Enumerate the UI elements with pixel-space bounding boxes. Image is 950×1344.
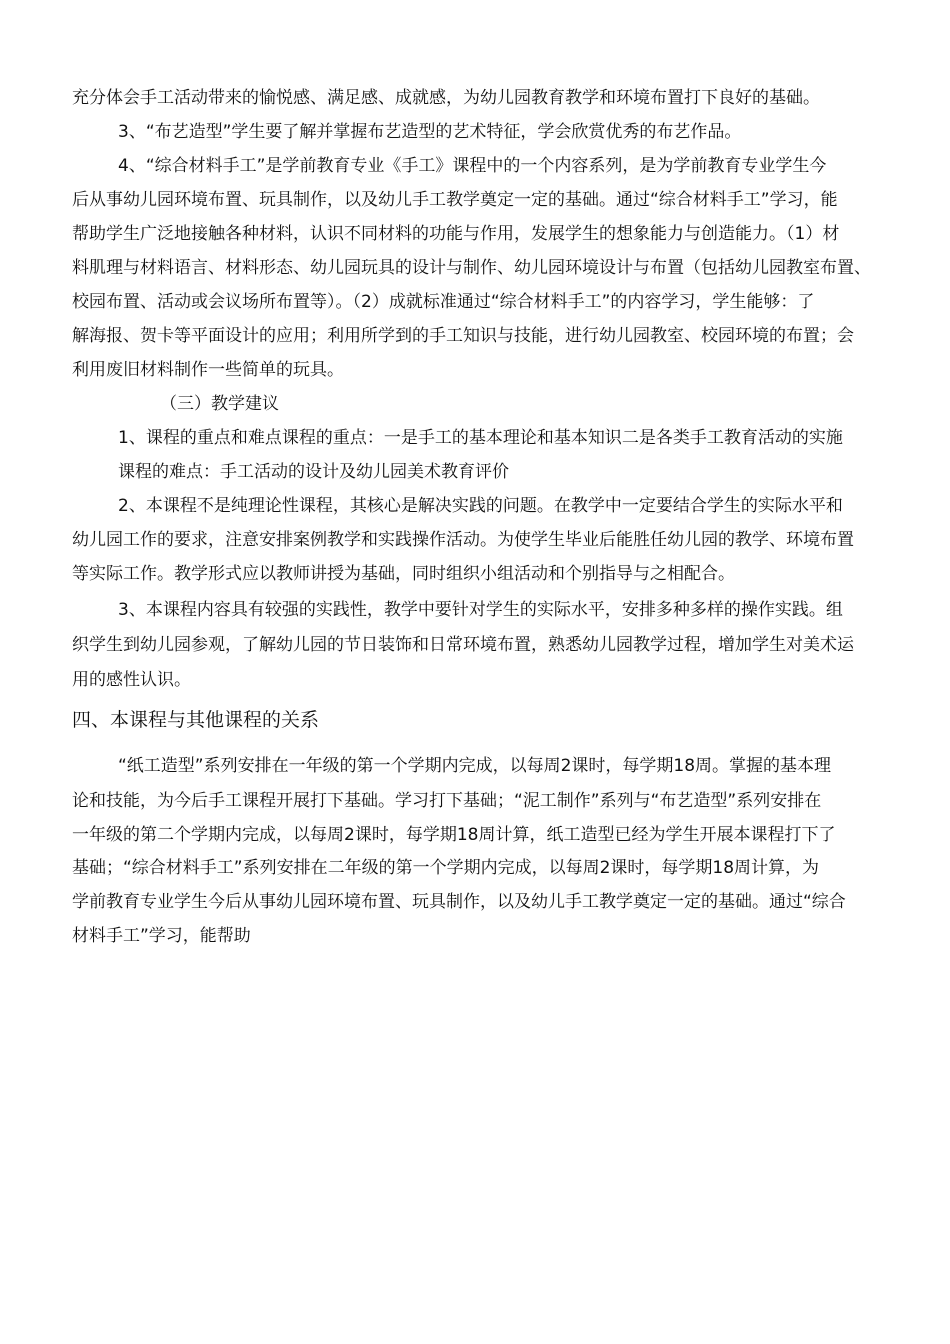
text-line: 幼儿园工作的要求，注意安排案例教学和实践操作活动。为使学生毕业后能胜任幼儿园的教学、环境布置 [72, 530, 854, 550]
text-line: 织学生到幼儿园参观，了解幼儿园的节日装饰和日常环境布置，熟悉幼儿园教学过程，增加学生对美术运 [72, 635, 854, 655]
text-line: 学前教育专业学生今后从事幼儿园环境布置、玩具制作，以及幼儿手工教学奠定一定的基础。通过“综合 [72, 892, 846, 912]
text-line: 利用废旧材料制作一些简单的玩具。 [72, 360, 344, 380]
text-line: 4、“综合材料手工”是学前教育专业《手工》课程中的一个内容系列，是为学前教育专业学生今 [118, 156, 827, 176]
subsection-title: （三）教学建议 [160, 394, 279, 414]
text-line: 充分体会手工活动带来的愉悦感、满足感、成就感，为幼儿园教育教学和环境布置打下良好的基础。 [72, 88, 820, 108]
section-heading: 四、本课程与其他课程的关系 [72, 709, 320, 731]
text-line: 课程的难点：手工活动的设计及幼儿园美术教育评价 [118, 462, 509, 482]
text-line: 解海报、贺卡等平面设计的应用；利用所学到的手工知识与技能，进行幼儿园教室、校园环境的布置；会 [72, 326, 854, 346]
text-line: 2、本课程不是纯理论性课程，其核心是解决实践的问题。在教学中一定要结合学生的实际水平和 [118, 496, 843, 516]
text-line: 后从事幼儿园环境布置、玩具制作，以及幼儿手工教学奠定一定的基础。通过“综合材料手工”学习，能 [72, 190, 838, 210]
text-line: 等实际工作。教学形式应以教师讲授为基础，同时组织小组活动和个别指导与之相配合。 [72, 564, 735, 584]
text-line: 基础；“综合材料手工”系列安排在二年级的第一个学期内完成，以每周2课时，每学期18周计算，为 [72, 858, 820, 878]
text-line: 材料手工”学习，能帮助 [72, 926, 251, 946]
text-line: 1、课程的重点和难点课程的重点：一是手工的基本理论和基本知识二是各类手工教育活动的实施 [118, 428, 843, 448]
text-line: 3、“布艺造型”学生要了解并掌握布艺造型的艺术特征，学会欣赏优秀的布艺作品。 [118, 122, 742, 142]
text-line: 一年级的第二个学期内完成，以每周2课时，每学期18周计算，纸工造型已经为学生开展本课程打下了 [72, 825, 836, 845]
text-line: 校园布置、活动或会议场所布置等）。（2）成就标准通过“综合材料手工”的内容学习，学生能够：了 [72, 292, 815, 312]
text-line: 3、本课程内容具有较强的实践性，教学中要针对学生的实际水平，安排多种多样的操作实践。组 [118, 600, 843, 620]
text-line: “纸工造型”系列安排在一年级的第一个学期内完成，以每周2课时，每学期18周。掌握的基本理 [118, 756, 832, 776]
text-line: 论和技能，为今后手工课程开展打下基础。学习打下基础；“泥工制作”系列与“布艺造型”系列安排在 [72, 791, 822, 811]
text-line: 帮助学生广泛地接触各种材料，认识不同材料的功能与作用，发展学生的想象能力与创造能力。（1）材 [72, 224, 840, 244]
text-line: 用的感性认识。 [72, 670, 191, 690]
text-line: 料肌理与材料语言、材料形态、幼儿园玩具的设计与制作、幼儿园环境设计与布置（包括幼儿园教室布置、 [72, 258, 871, 278]
